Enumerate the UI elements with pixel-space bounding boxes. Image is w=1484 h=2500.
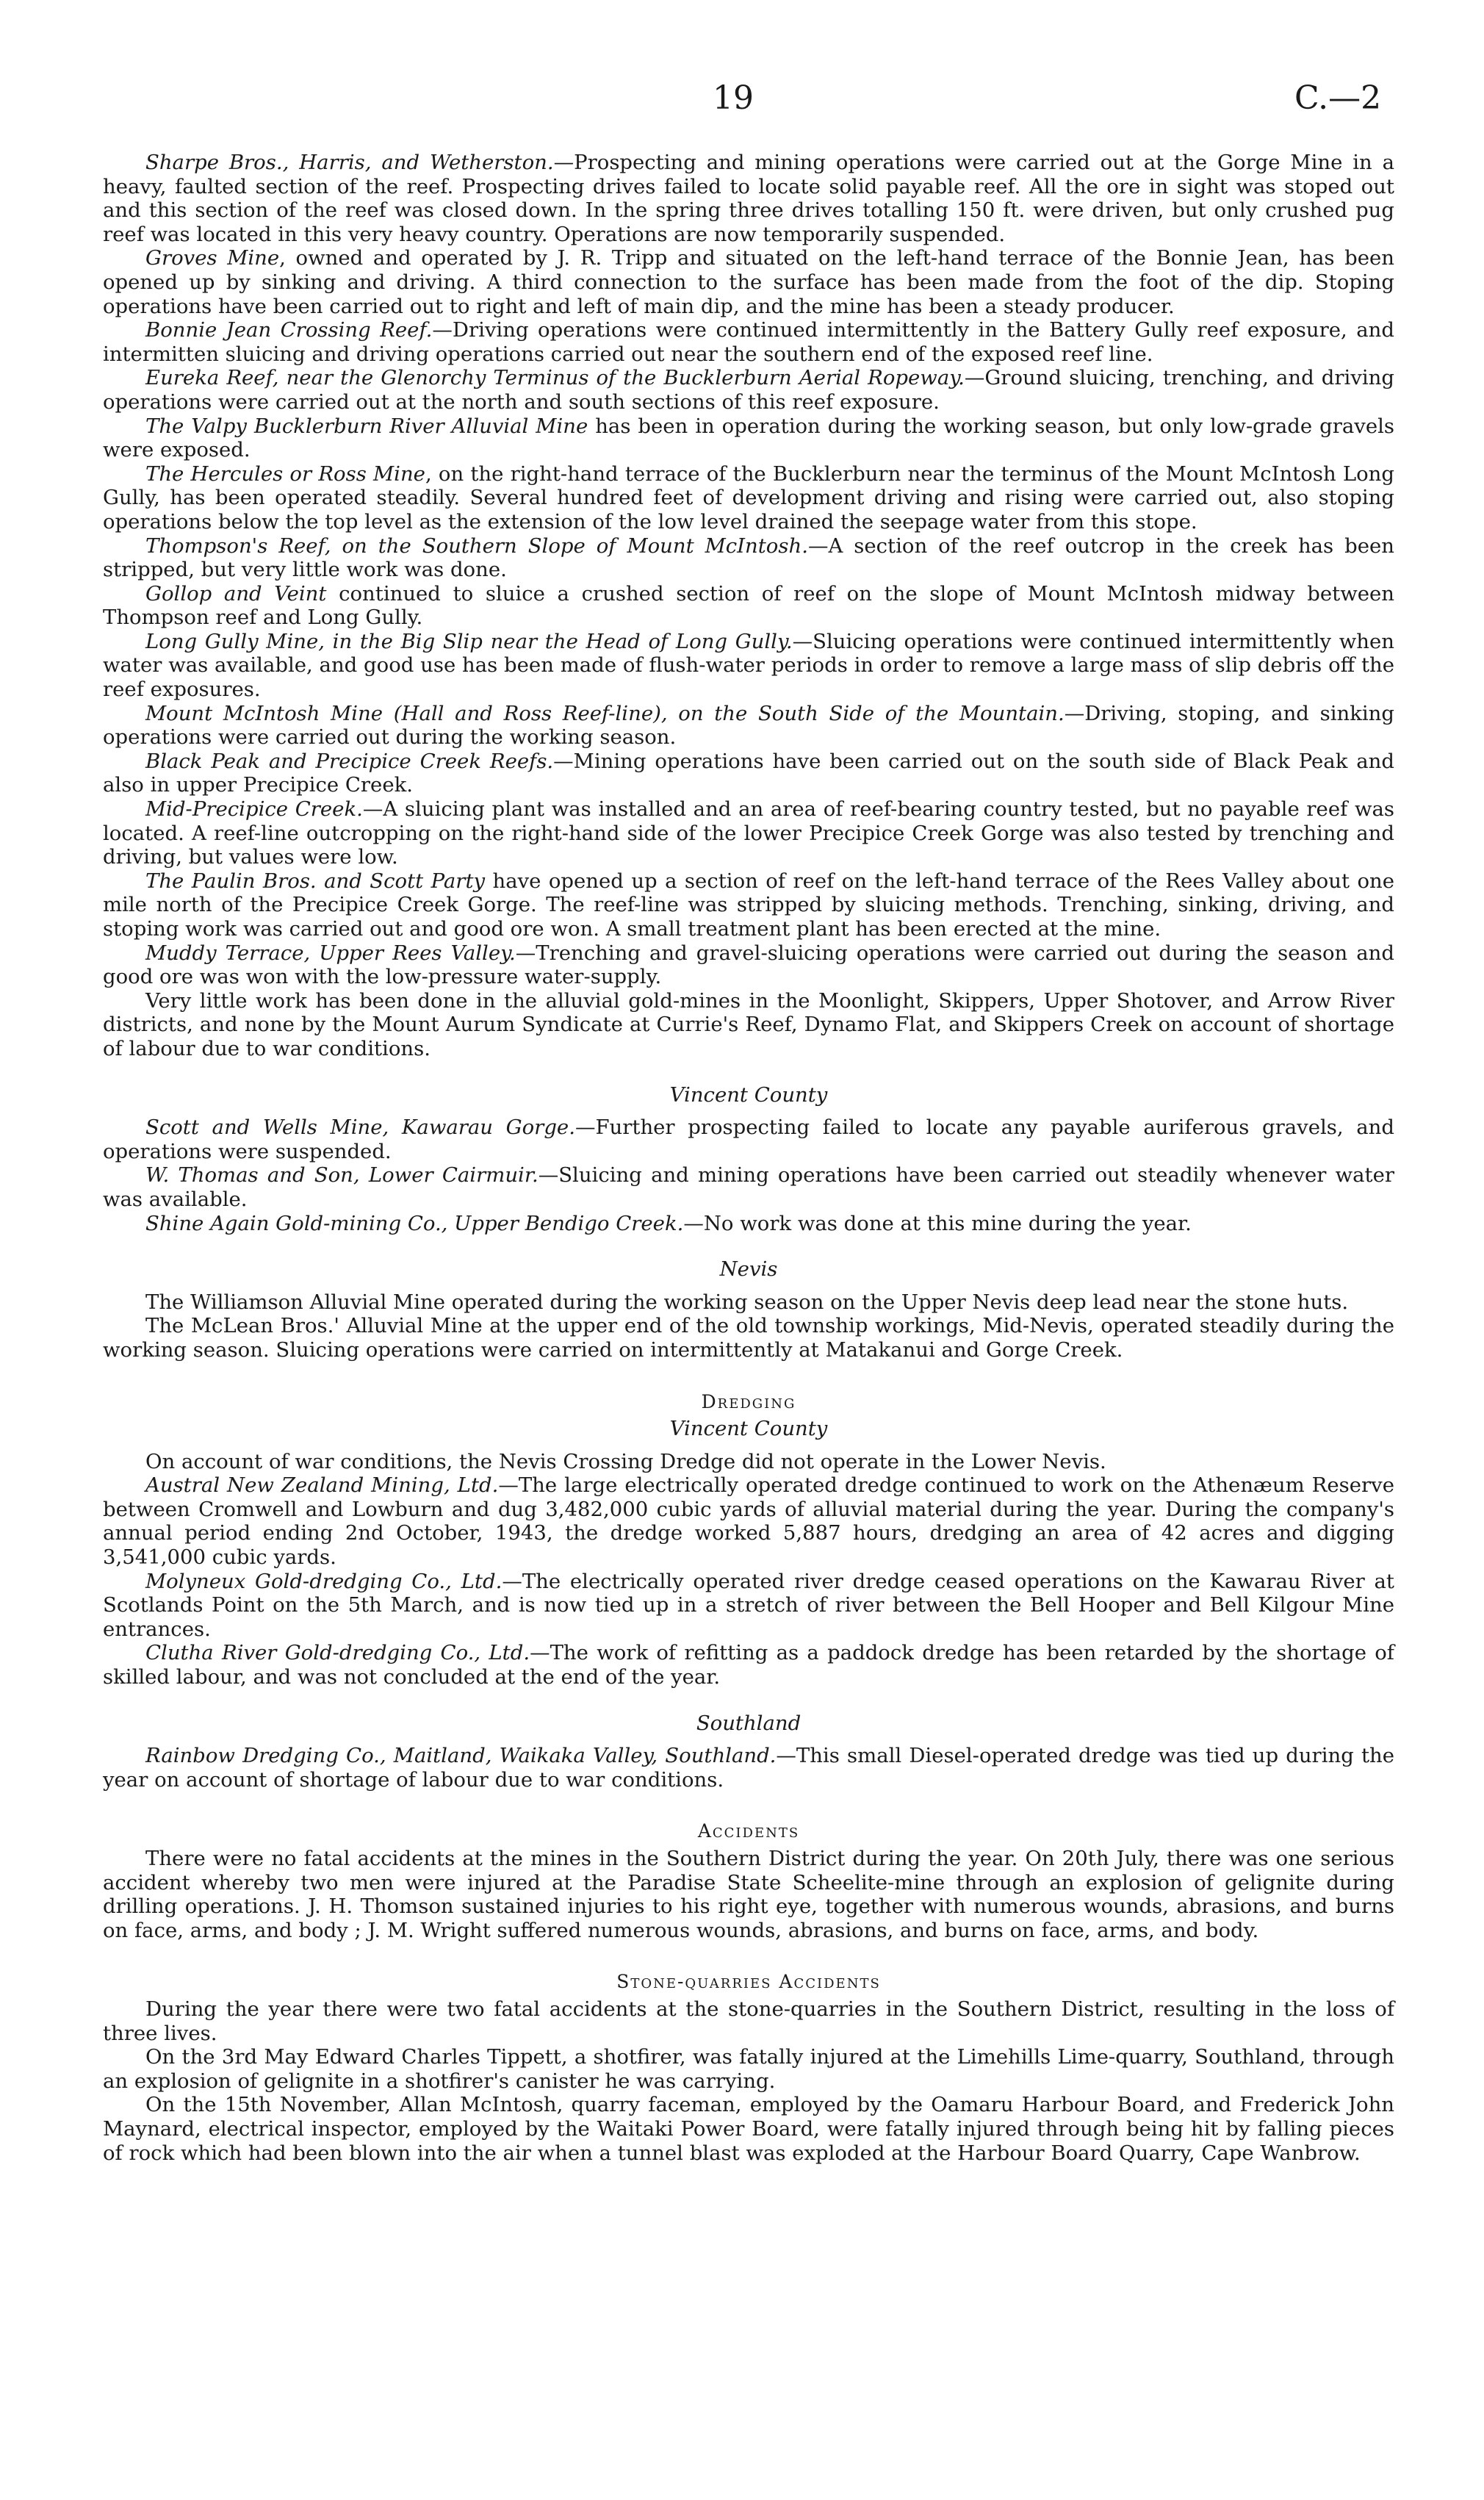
paragraph-lead: Eureka Reef, near the Glenorchy Terminus of the Bucklerburn Aerial Ropeway. xyxy=(145,366,965,390)
paragraph-lead: Black Peak and Precipice Creek Reefs. xyxy=(145,749,554,773)
paragraph-lead: Muddy Terrace, Upper Rees Valley. xyxy=(145,941,516,965)
paragraph-text: have opened up a section of reef on the left-hand terrace of the Rees Valley about one mile north of the Precipice Creek Gorge. The reef-line was stripped by sluicing methods. Trenching, sinking, driving, and stoping work was carried out and good ore won. A small treatment plant has been erected at the mine. xyxy=(103,869,1394,941)
paragraph-text: has been in operation during the working season, but only low-grade gravels were exposed. xyxy=(103,414,1394,462)
paragraph-tippett: On the 3rd May Edward Charles Tippett, a shotfirer, was fatally injured at the Limehills Lime-quarry, Southland, through an explosion of gelignite in a shotfirer's canister he was carrying. xyxy=(103,2045,1394,2093)
paragraph-bonnie-jean xyxy=(103,318,1394,366)
section-heading-dredging: Dredging xyxy=(701,1390,796,1412)
paragraph-text: —Ground sluicing, trenching, and driving operations were carried out at the north and south sections of this reef exposure. xyxy=(103,366,1394,414)
paragraph-lead: Mid-Precipice Creek. xyxy=(145,797,363,822)
paragraph-lead: Groves Mine xyxy=(145,246,280,270)
paragraph-text: —The electrically operated river dredge ceased operations on the Kawarau River at Scotlands Point on the 5th March, and is now tied up in a stretch of river between the Bell Hooper and Bell Kilgour Mine entrances. xyxy=(103,1569,1394,1641)
paragraph-thompsons-reef xyxy=(103,534,1394,582)
paragraph-shine-again xyxy=(103,1212,1394,1236)
paragraph-lead: Scott and Wells Mine, Kawarau Gorge. xyxy=(145,1116,575,1140)
paragraph-sharpe-bros xyxy=(103,151,1394,246)
paragraph-lead: Thompson's Reef, on the Southern Slope of Mount McIntosh. xyxy=(145,534,808,558)
paragraph-lead: Molyneux Gold-dredging Co., Ltd. xyxy=(145,1569,503,1593)
paragraph-lead: Bonnie Jean Crossing Reef. xyxy=(145,318,433,342)
paragraph-text: continued to sluice a crushed section of reef on the slope of Mount McIntosh midway between Thompson reef and Long Gully. xyxy=(103,581,1394,630)
paragraph-scott-wells xyxy=(103,1116,1394,1163)
paragraph-lead: Shine Again Gold-mining Co., Upper Bendigo Creek. xyxy=(145,1211,684,1235)
paragraph-text: —The work of refitting as a paddock dredge has been retarded by the shortage of skilled labour, and was not concluded at the end of the year. xyxy=(103,1641,1394,1689)
paragraph-mid-precipice xyxy=(103,797,1394,869)
paragraph-text: —Trenching and gravel-sluicing operations were carried out during the season and good ore was won with the low-pressure water-supply. xyxy=(103,941,1394,989)
paragraph-lead: Sharpe Bros., Harris, and Wetherston. xyxy=(145,151,554,174)
page-header xyxy=(0,79,1484,121)
paragraph-text: —A sluicing plant was installed and an area of reef-bearing country tested, but no payable reef was located. A reef-line outcropping on the right-hand side of the lower Precipice Creek Gorge was also tested by trenching and driving, but values were low. xyxy=(103,797,1394,869)
paragraph-text: —A section of the reef outcrop in the creek has been stripped, but very little work was done. xyxy=(103,534,1394,582)
paragraph-lead: Rainbow Dredging Co., Maitland, Waikaka Valley, Southland. xyxy=(145,1744,777,1768)
paragraph-lead: The Valpy Bucklerburn River Alluvial Mine xyxy=(145,414,588,438)
paragraph-lead: The Hercules or Ross Mine xyxy=(145,461,425,486)
paragraph-lead: Clutha River Gold-dredging Co., Ltd. xyxy=(145,1641,530,1665)
paragraph-text: , on the right-hand terrace of the Bucklerburn near the terminus of the Mount McIntosh Long Gully, has been operated steadily. Several hundred feet of development driving and rising were carried out, also stoping operations below the top level as the extension of the low level drained the seepage water from this stope. xyxy=(103,461,1394,534)
paragraph-text: —Driving operations were continued intermittently in the Battery Gully reef exposure, and intermitten sluicing and driving operations carried out near the southern end of the exposed reef line. xyxy=(103,318,1394,366)
paragraph-text: —This small Diesel-operated dredge was tied up during the year on account of shortage of labour due to war conditions. xyxy=(103,1744,1394,1792)
paragraph-valpy-mine xyxy=(103,414,1394,462)
paragraph-mcintosh-maynard: On the 15th November, Allan McIntosh, quarry faceman, employed by the Oamaru Harbour Board, and Frederick John Maynard, electrical inspector, employed by the Waitaki Power Board, were fatally injured through being hit by falling pieces of rock which had been blown into the air when a tunnel blast was exploded at the Harbour Board Quarry, Cape Wanbrow. xyxy=(103,2093,1394,2165)
paragraph-thomas-son xyxy=(103,1163,1394,1211)
paragraph-text: —Prospecting and mining operations were carried out at the Gorge Mine in a heavy, faulted section of the reef. Prospecting drives failed to locate solid payable reef. All the ore in sight was stoped out and this section of the reef was closed down. In the spring three drives totalling 150 ft. were driven, but only crushed pug reef was located in this very heavy country. Operations are now temporarily suspended. xyxy=(103,151,1394,246)
paragraph-rainbow-dredging xyxy=(103,1744,1394,1792)
paragraph-lead: The Paulin Bros. and Scott Party xyxy=(145,869,486,893)
page-number: 19 xyxy=(713,79,754,117)
paragraph-austral-nz xyxy=(103,1473,1394,1569)
paragraph-text: —Driving, stoping, and sinking operations were carried out during the working season. xyxy=(103,701,1394,750)
section-heading-vincent-county: Vincent County xyxy=(669,1082,828,1107)
paragraph-lead: Mount McIntosh Mine (Hall and Ross Reef-line), on the South Side of the Mountain. xyxy=(145,701,1065,725)
section-heading-nevis: Nevis xyxy=(719,1257,778,1282)
paragraph-gollop-veint xyxy=(103,582,1394,630)
paragraph-molyneux xyxy=(103,1570,1394,1642)
section-heading-accidents: Accidents xyxy=(697,1820,800,1842)
paragraph-lead: Gollop and Veint xyxy=(145,581,327,606)
body-text xyxy=(103,151,1394,2165)
paragraph-paulin-bros xyxy=(103,869,1394,941)
section-heading-stone-quarries-accidents: Stone-quarries Accidents xyxy=(616,1971,881,1993)
paragraph-mount-mcintosh xyxy=(103,702,1394,750)
paragraph-alluvial-summary: Very little work has been done in the alluvial gold-mines in the Moonlight, Skippers, Upper Shotover, and Arrow River districts, and none by the Mount Aurum Syndicate at Currie's Reef, Dynamo Flat, and Skippers Creek on account of shortage of labour due to war conditions. xyxy=(103,988,1394,1060)
paragraph-accidents: There were no fatal accidents at the mines in the Southern District during the year. On 20th July, there was one serious accident whereby two men were injured at the Paradise State Scheelite-mine through an explosion of gelignite during drilling operations. J. H. Thomson sustained injuries to his right eye, together with numerous wounds, abrasions, and burns on face, arms, and body ; J. M. Wright suffered numerous wounds, abrasions, and burns on face, arms, and body. xyxy=(103,1847,1394,1942)
paragraph-text: —The large electrically operated dredge continued to work on the Athenæum Reserve between Cromwell and Lowburn and dug 3,482,000 cubic yards of alluvial material during the year. During the company's annual period ending 2nd October, 1943, the dredge worked 5,887 hours, dredging an area of 42 acres and digging 3,541,000 cubic yards. xyxy=(103,1473,1394,1570)
paragraph-quarry-summary: During the year there were two fatal accidents at the stone-quarries in the Southern District, resulting in the loss of three lives. xyxy=(103,1997,1394,2045)
paragraph-eureka-reef xyxy=(103,366,1394,414)
paragraph-mclean-bros: The McLean Bros.' Alluvial Mine at the upper end of the old township workings, Mid-Nevis, operated steadily during the working season. Sluicing operations were carried on intermittently at Matakanui and Gorge Creek. xyxy=(103,1314,1394,1362)
paragraph-text: —Further prospecting failed to locate any payable auriferous gravels, and operations were suspended. xyxy=(103,1116,1394,1163)
paragraph-nevis-crossing: On account of war conditions, the Nevis Crossing Dredge did not operate in the Lower Nevis. xyxy=(145,1449,1106,1473)
paragraph-text: —No work was done at this mine during the year. xyxy=(683,1211,1192,1235)
paragraph-groves-mine xyxy=(103,246,1394,318)
paragraph-lead: W. Thomas and Son, Lower Cairmuir. xyxy=(145,1163,539,1188)
paragraph-lead: Austral New Zealand Mining, Ltd. xyxy=(145,1473,499,1498)
paragraph-black-peak xyxy=(103,750,1394,797)
paragraph-text: —Sluicing operations were continued intermittently when water was available, and good use has been made of flush-water periods in order to remove a large mass of slip debris off the reef exposures. xyxy=(103,629,1394,702)
paragraph-lead: Long Gully Mine, in the Big Slip near the Head of Long Gully. xyxy=(145,629,793,653)
paragraph-text: —Sluicing and mining operations have been carried out steadily whenever water was available. xyxy=(103,1163,1394,1211)
section-heading-southland: Southland xyxy=(696,1711,802,1735)
paragraph-text: , owned and operated by J. R. Tripp and situated on the left-hand terrace of the Bonnie Jean, has been opened up by sinking and driving. A third connection to the surface has been made from the foot of the dip. Stoping operations have been carried out to right and left of main dip, and the mine has been a steady producer. xyxy=(103,246,1394,318)
document-reference: C.—2 xyxy=(1294,79,1382,117)
paragraph-hercules-mine xyxy=(103,462,1394,534)
paragraph-text: —Mining operations have been carried out on the south side of Black Peak and also in upper Precipice Creek. xyxy=(103,749,1394,797)
paragraph-williamson: The Williamson Alluvial Mine operated during the working season on the Upper Nevis deep lead near the stone huts. xyxy=(145,1290,1349,1314)
paragraph-muddy-terrace xyxy=(103,941,1394,989)
section-heading-vincent-county-dredging: Vincent County xyxy=(669,1417,828,1441)
paragraph-long-gully xyxy=(103,630,1394,702)
paragraph-clutha-river xyxy=(103,1641,1394,1689)
